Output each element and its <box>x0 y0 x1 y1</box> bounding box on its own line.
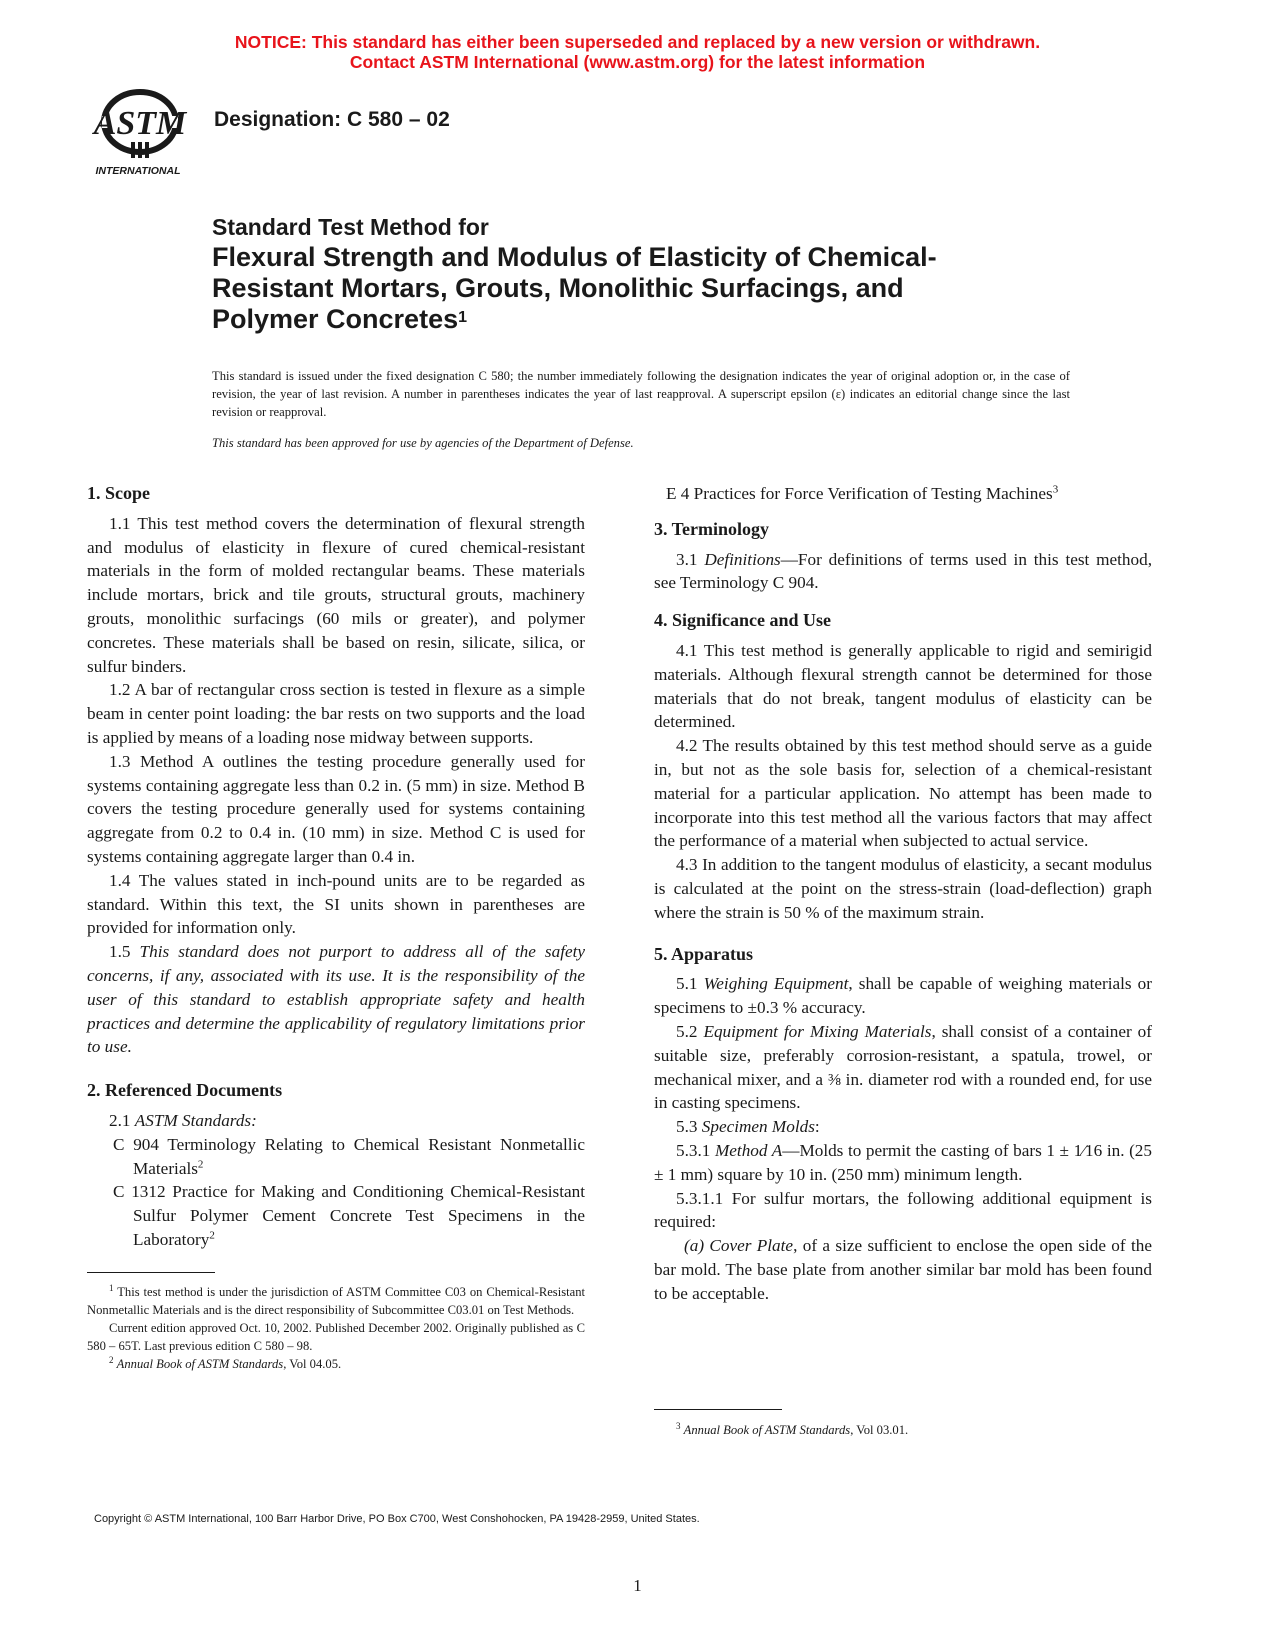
copyright-line: Copyright © ASTM International, 100 Barr Harbor Drive, PO Box C700, West Conshohocken, PA 19428-2959, United States. <box>94 1513 700 1525</box>
reference-c904 <box>113 1133 585 1181</box>
title-footnote-mark: 1 <box>458 309 468 326</box>
approved-statement: This standard has been approved for use by agencies of the Department of Defense. <box>212 436 634 450</box>
para-2-1-text: ASTM Standards: <box>134 1110 257 1130</box>
footnotes-left <box>87 1283 585 1373</box>
footnote-2-text: , Vol 04.05. <box>283 1357 342 1371</box>
para-1-5-number: 1.5 <box>109 942 131 962</box>
para-4-1: 4.1 This test method is generally applicable to rigid and semirigid materials. Although flexural strength cannot be determined for those materials that do not break, tangent modulus of elasticity can be determined. <box>654 640 1152 732</box>
para-1-3: 1.3 Method A outlines the testing procedure generally used for systems containing aggregate less than 0.2 in. (5 mm) in size. Method B covers the testing procedure generally used for systems containing aggregate from 0.2 to 0.4 in. (10 mm) in size. Method C is used for systems containing aggregate larger than 0.4 in. <box>87 751 585 866</box>
para-3-1 <box>654 548 1152 596</box>
para-5-3-1 <box>654 1139 1152 1187</box>
document-title <box>212 212 1112 335</box>
footnote-3-text: , Vol 03.01. <box>850 1423 909 1437</box>
section-heading-significance: 4. Significance and Use <box>654 610 832 631</box>
footnote-1 <box>87 1283 585 1319</box>
reference-e4-text: E 4 Practices for Force Verification of Testing Machines <box>666 484 1053 503</box>
title-line-4: Polymer Concretes <box>212 304 459 334</box>
footnote-1-text: This test method is under the jurisdiction of ASTM Committee C03 on Chemical-Resistant Nonmetallic Materials and is the direct responsibility of Subcommittee C03.01 on Test Methods. <box>87 1285 585 1317</box>
para-5-1 <box>654 972 1152 1020</box>
section-heading-scope: 1. Scope <box>87 483 150 503</box>
para-2-1 <box>87 1109 585 1133</box>
para-3-1-italic: Definitions <box>704 549 781 569</box>
para-3-1-number: 3.1 <box>676 549 698 569</box>
designation: Designation: C 580 – 02 <box>214 108 450 131</box>
para-5-3-number: 5.3 <box>676 1117 698 1137</box>
para-5-3-1-1: 5.3.1.1 For sulfur mortars, the following additional equipment is required: <box>654 1188 1152 1232</box>
para-5-3-1-text: —Molds to permit the casting of bars 1 ± 1⁄16 in. (25 ± 1 mm) square by 10 in. (250 mm) minimum length. <box>654 1140 1152 1184</box>
para-a-text: , of a size sufficient to enclose the open side of the bar mold. The base plate from another similar bar mold has been found to be acceptable. <box>654 1236 1152 1303</box>
para-4-3: 4.3 In addition to the tangent modulus of elasticity, a secant modulus is calculated at the point on the stress-strain (load-deflection) graph where the strain is 50 % of the maximum strain. <box>654 855 1152 922</box>
issued-statement: This standard is issued under the fixed designation C 580; the number immediately following the designation indicates the year of original adoption or, in the case of revision, the year of last revision. A number in parentheses indicates the year of last reapproval. A superscript epsilon (ε) indicates an editorial change since the last revision or reapproval. <box>212 369 1070 419</box>
reference-c1312-footnote-mark: 2 <box>209 1229 215 1242</box>
footnote-3 <box>654 1421 1152 1439</box>
right-column <box>654 482 1152 1306</box>
reference-c904-footnote-mark: 2 <box>197 1157 204 1170</box>
notice-line-2: Contact ASTM International (www.astm.org) for the latest information <box>349 52 926 72</box>
title-line-3: Resistant Mortars, Grouts, Monolithic Surfacings, and <box>212 273 904 303</box>
reference-e4 <box>654 482 1152 506</box>
section-heading-terminology: 3. Terminology <box>654 518 770 539</box>
astm-logo-icon <box>90 82 202 182</box>
para-5-3-1-number: 5.3.1 <box>676 1140 711 1160</box>
footnote-2-italic: Annual Book of ASTM Standards <box>116 1357 284 1371</box>
footnote-3-mark: 3 <box>676 1420 681 1431</box>
para-1-5 <box>87 940 585 1059</box>
section-heading-referenced-documents: 2. Referenced Documents <box>87 1080 283 1101</box>
para-1-2: 1.2 A bar of rectangular cross section is tested in flexure as a simple beam in center point loading: the bar rests on two supports and the load is applied by means of a loading nose midway between supports. <box>87 680 585 747</box>
astm-logo-graphic <box>90 82 202 182</box>
para-5-2-number: 5.2 <box>676 1021 698 1041</box>
para-a-italic: (a) Cover Plate <box>684 1236 794 1256</box>
para-a <box>654 1234 1152 1305</box>
para-5-3-1-italic: Method A <box>714 1140 783 1160</box>
footnote-2 <box>87 1355 585 1373</box>
left-column <box>87 482 585 1252</box>
para-3-1-text: —For definitions of terms used in this test method, see Terminology C 904. <box>654 549 1153 593</box>
para-5-3-italic: Specimen Molds <box>701 1117 815 1137</box>
section-heading-apparatus: 5. Apparatus <box>654 943 754 964</box>
para-5-2 <box>654 1020 1152 1115</box>
footnote-3-italic: Annual Book of ASTM Standards <box>683 1423 851 1437</box>
reference-c904-text: C 904 Terminology Relating to Chemical Resistant Nonmetallic Materials <box>113 1134 585 1178</box>
logo-text: INTERNATIONAL <box>95 165 181 177</box>
title-line-2: Flexural Strength and Modulus of Elasticity of Chemical- <box>212 242 937 272</box>
svg-text:ASTM: ASTM <box>93 105 187 142</box>
footnote-1b: Current edition approved Oct. 10, 2002. Published December 2002. Originally published as C 580 – 65T. Last previous edition C 580 – 98. <box>87 1321 585 1353</box>
para-5-3 <box>654 1115 1152 1139</box>
reference-e4-footnote-mark: 3 <box>1052 483 1059 496</box>
footnote-rule-left <box>87 1272 215 1273</box>
footnote-1-mark: 1 <box>109 1282 114 1293</box>
para-5-1-italic: Weighing Equipment <box>703 974 849 994</box>
footnotes-right <box>654 1421 1152 1439</box>
title-line-1: Standard Test Method for <box>212 214 489 240</box>
para-1-1: 1.1 This test method covers the determination of flexural strength and modulus of elasticity in flexure of cured chemical-resistant materials in the form of molded rectangular beams. These materials include mortars, brick and tile grouts, structural grouts, machinery grouts, monolithic surfacings (60 mils or greater), and polymer concretes. These materials shall be based on resin, silicate, silica, or sulfur binders. <box>87 513 585 676</box>
footnote-rule-right <box>654 1409 782 1410</box>
supersede-notice <box>0 32 1275 72</box>
para-5-1-text: , shall be capable of weighing materials or specimens to ±0.3 % accuracy. <box>654 974 1152 1018</box>
reference-c1312-text: C 1312 Practice for Making and Conditioning Chemical-Resistant Sulfur Polymer Cement Concrete Test Specimens in the Laboratory <box>113 1182 585 1249</box>
para-5-1-number: 5.1 <box>676 974 698 994</box>
reference-c1312 <box>113 1180 585 1251</box>
page-number: 1 <box>633 1576 642 1595</box>
para-1-4: 1.4 The values stated in inch-pound units are to be regarded as standard. Within this text, the SI units shown in parentheses are provided for information only. <box>87 870 585 938</box>
para-4-2: 4.2 The results obtained by this test method should serve as a guide in, but not as the sole basis for, selection of a chemical-resistant material for a particular application. No attempt has been made to incorporate into this test method all the various factors that may affect the performance of a material when subjected to actual service. <box>654 736 1152 851</box>
para-5-2-text: , shall consist of a container of suitable size, preferably corrosion-resistant, a spatula, trowel, or mechanical mixer, and a ⅜ in. diameter rod with a rounded end, for use in casting specimens. <box>654 1021 1152 1113</box>
para-1-5-text: This standard does not purport to address all of the safety concerns, if any, associated with its use. It is the responsibility of the user of this standard to establish appropriate safety and health practices and determine the applicability of regulatory limitations prior to use. <box>87 942 586 1057</box>
footnote-2-mark: 2 <box>109 1354 114 1365</box>
para-2-1-number: 2.1 <box>109 1110 131 1130</box>
para-5-2-italic: Equipment for Mixing Materials <box>703 1021 932 1041</box>
para-5-3-text: : <box>814 1117 820 1137</box>
notice-line-1: NOTICE: This standard has either been superseded and replaced by a new version or withdrawn. <box>234 32 1041 52</box>
